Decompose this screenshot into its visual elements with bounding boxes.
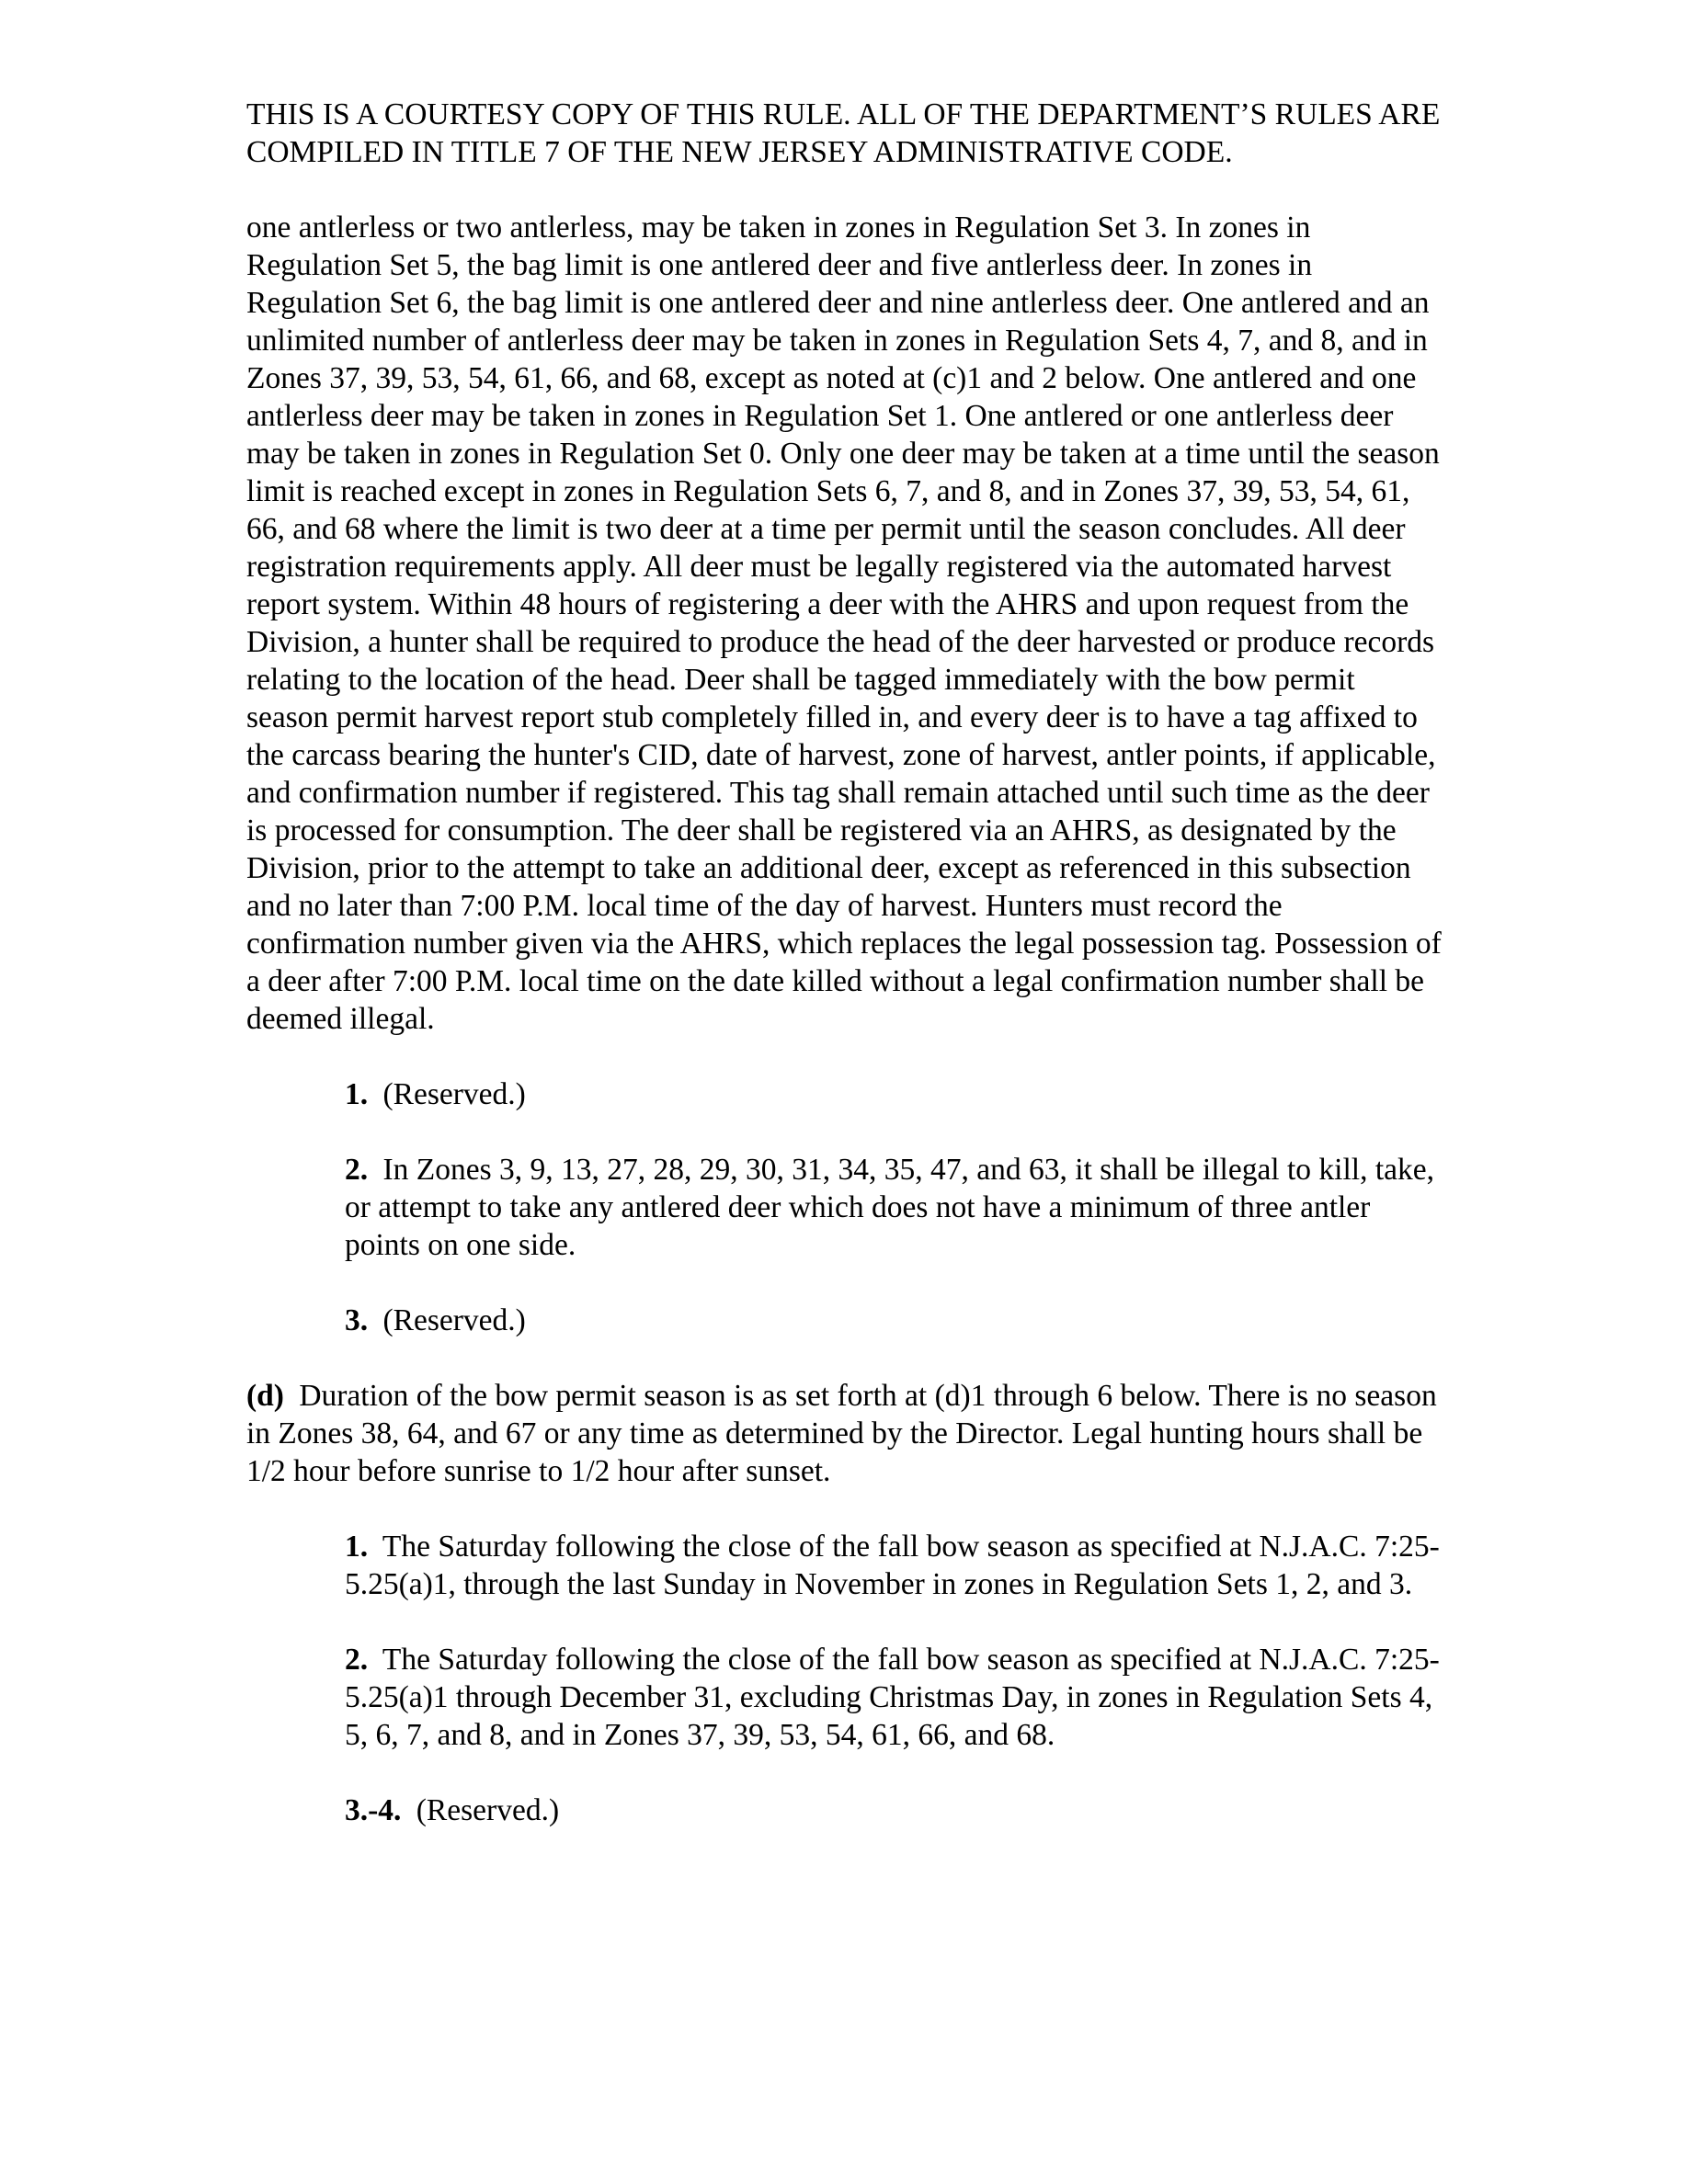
paragraph-c1-number: 1. [345,1077,369,1111]
paragraph-c3-text: (Reserved.) [382,1303,526,1337]
paragraph-d2 [345,1641,1442,1754]
subsection-d-text: Duration of the bow permit season is as set forth at (d)1 through 6 below. There is no season in Zones 38, 64, and 67 or any time as determined by the Director. Legal hunting hours shall be 1/2 hour before sunrise to 1/2 hour after sunset. [246,1379,1437,1488]
document-page [246,96,1442,1867]
paragraph-d3-4-text: (Reserved.) [416,1793,560,1827]
paragraph-c2 [345,1151,1442,1264]
courtesy-copy-header: THIS IS A COURTESY COPY OF THIS RULE. ALL OF THE DEPARTMENT’S RULES ARE COMPILED IN TITLE 7 OF THE NEW JERSEY ADMINISTRATIVE CODE. [246,97,1441,169]
subsection-c-continuation: one antlerless or two antlerless, may be taken in zones in Regulation Set 3. In zones in Regulation Set 5, the bag limit is one antlered deer and five antlerless deer. In zones in Regulation Set 6, the bag limit is one antlered deer and nine antlerless deer. One antlered and an unlimited number of antlerless deer may be taken in zones in Regulation Sets 4, 7, and 8, and in Zones 37, 39, 53, 54, 61, 66, and 68, except as noted at (c)1 and 2 below. One antlered and one antlerless deer may be taken in zones in Regulation Set 1. One antlered or one antlerless deer may be taken in zones in Regulation Set 0. Only one deer may be taken at a time until the season limit is reached except in zones in Regulation Sets 6, 7, and 8, and in Zones 37, 39, 53, 54, 61, 66, and 68 where the limit is two deer at a time per permit until the season concludes. All deer registration requirements apply. All deer must be legally registered via the automated harvest report system. Within 48 hours of registering a deer with the AHRS and upon request from the Division, a hunter shall be required to produce the head of the deer harvested or produce records relating to the location of the head. Deer shall be tagged immediately with the bow permit season permit harvest report stub completely filled in, and every deer is to have a tag affixed to the carcass bearing the hunter's CID, date of harvest, zone of harvest, antler points, if applicable, and confirmation number if registered. This tag shall remain attached until such time as the deer is processed for consumption. The deer shall be registered via an AHRS, as designated by the Division, prior to the attempt to take an additional deer, except as referenced in this subsection and no later than 7:00 P.M. local time of the day of harvest. Hunters must record the confirmation number given via the AHRS, which replaces the legal possession tag. Possession of a deer after 7:00 P.M. local time on the date killed without a legal confirmation number shall be deemed illegal. [246,210,1442,1036]
paragraph-d3-4-number: 3.-4. [345,1793,402,1827]
paragraph-c2-number: 2. [345,1153,369,1187]
paragraph-d2-text: The Saturday following the close of the fall bow season as specified at N.J.A.C. 7:25-5.25(a)1 through December 31, excluding Christmas Day, in zones in Regulation Sets 4, 5, 6, 7, and 8, and in Zones 37, 39, 53, 54, 61, 66, and 68. [345,1643,1440,1752]
paragraph-c2-text: In Zones 3, 9, 13, 27, 28, 29, 30, 31, 34, 35, 47, and 63, it shall be illegal to kill, take, or attempt to take any antlered deer which does not have a minimum of three antler points on one side. [345,1153,1435,1262]
paragraph-d1 [345,1528,1442,1603]
subsection-d-label: (d) [246,1379,284,1413]
paragraph-d3-4 [345,1792,1442,1829]
paragraph-d1-text: The Saturday following the close of the fall bow season as specified at N.J.A.C. 7:25-5.25(a)1, through the last Sunday in November in zones in Regulation Sets 1, 2, and 3. [345,1530,1440,1601]
paragraph-d1-number: 1. [345,1530,369,1564]
paragraph-c3 [345,1302,1442,1339]
paragraph-c1 [345,1075,1442,1113]
paragraph-c1-text: (Reserved.) [382,1077,526,1111]
paragraph-d2-number: 2. [345,1643,369,1677]
paragraph-c3-number: 3. [345,1303,369,1337]
subsection-d [246,1377,1442,1490]
